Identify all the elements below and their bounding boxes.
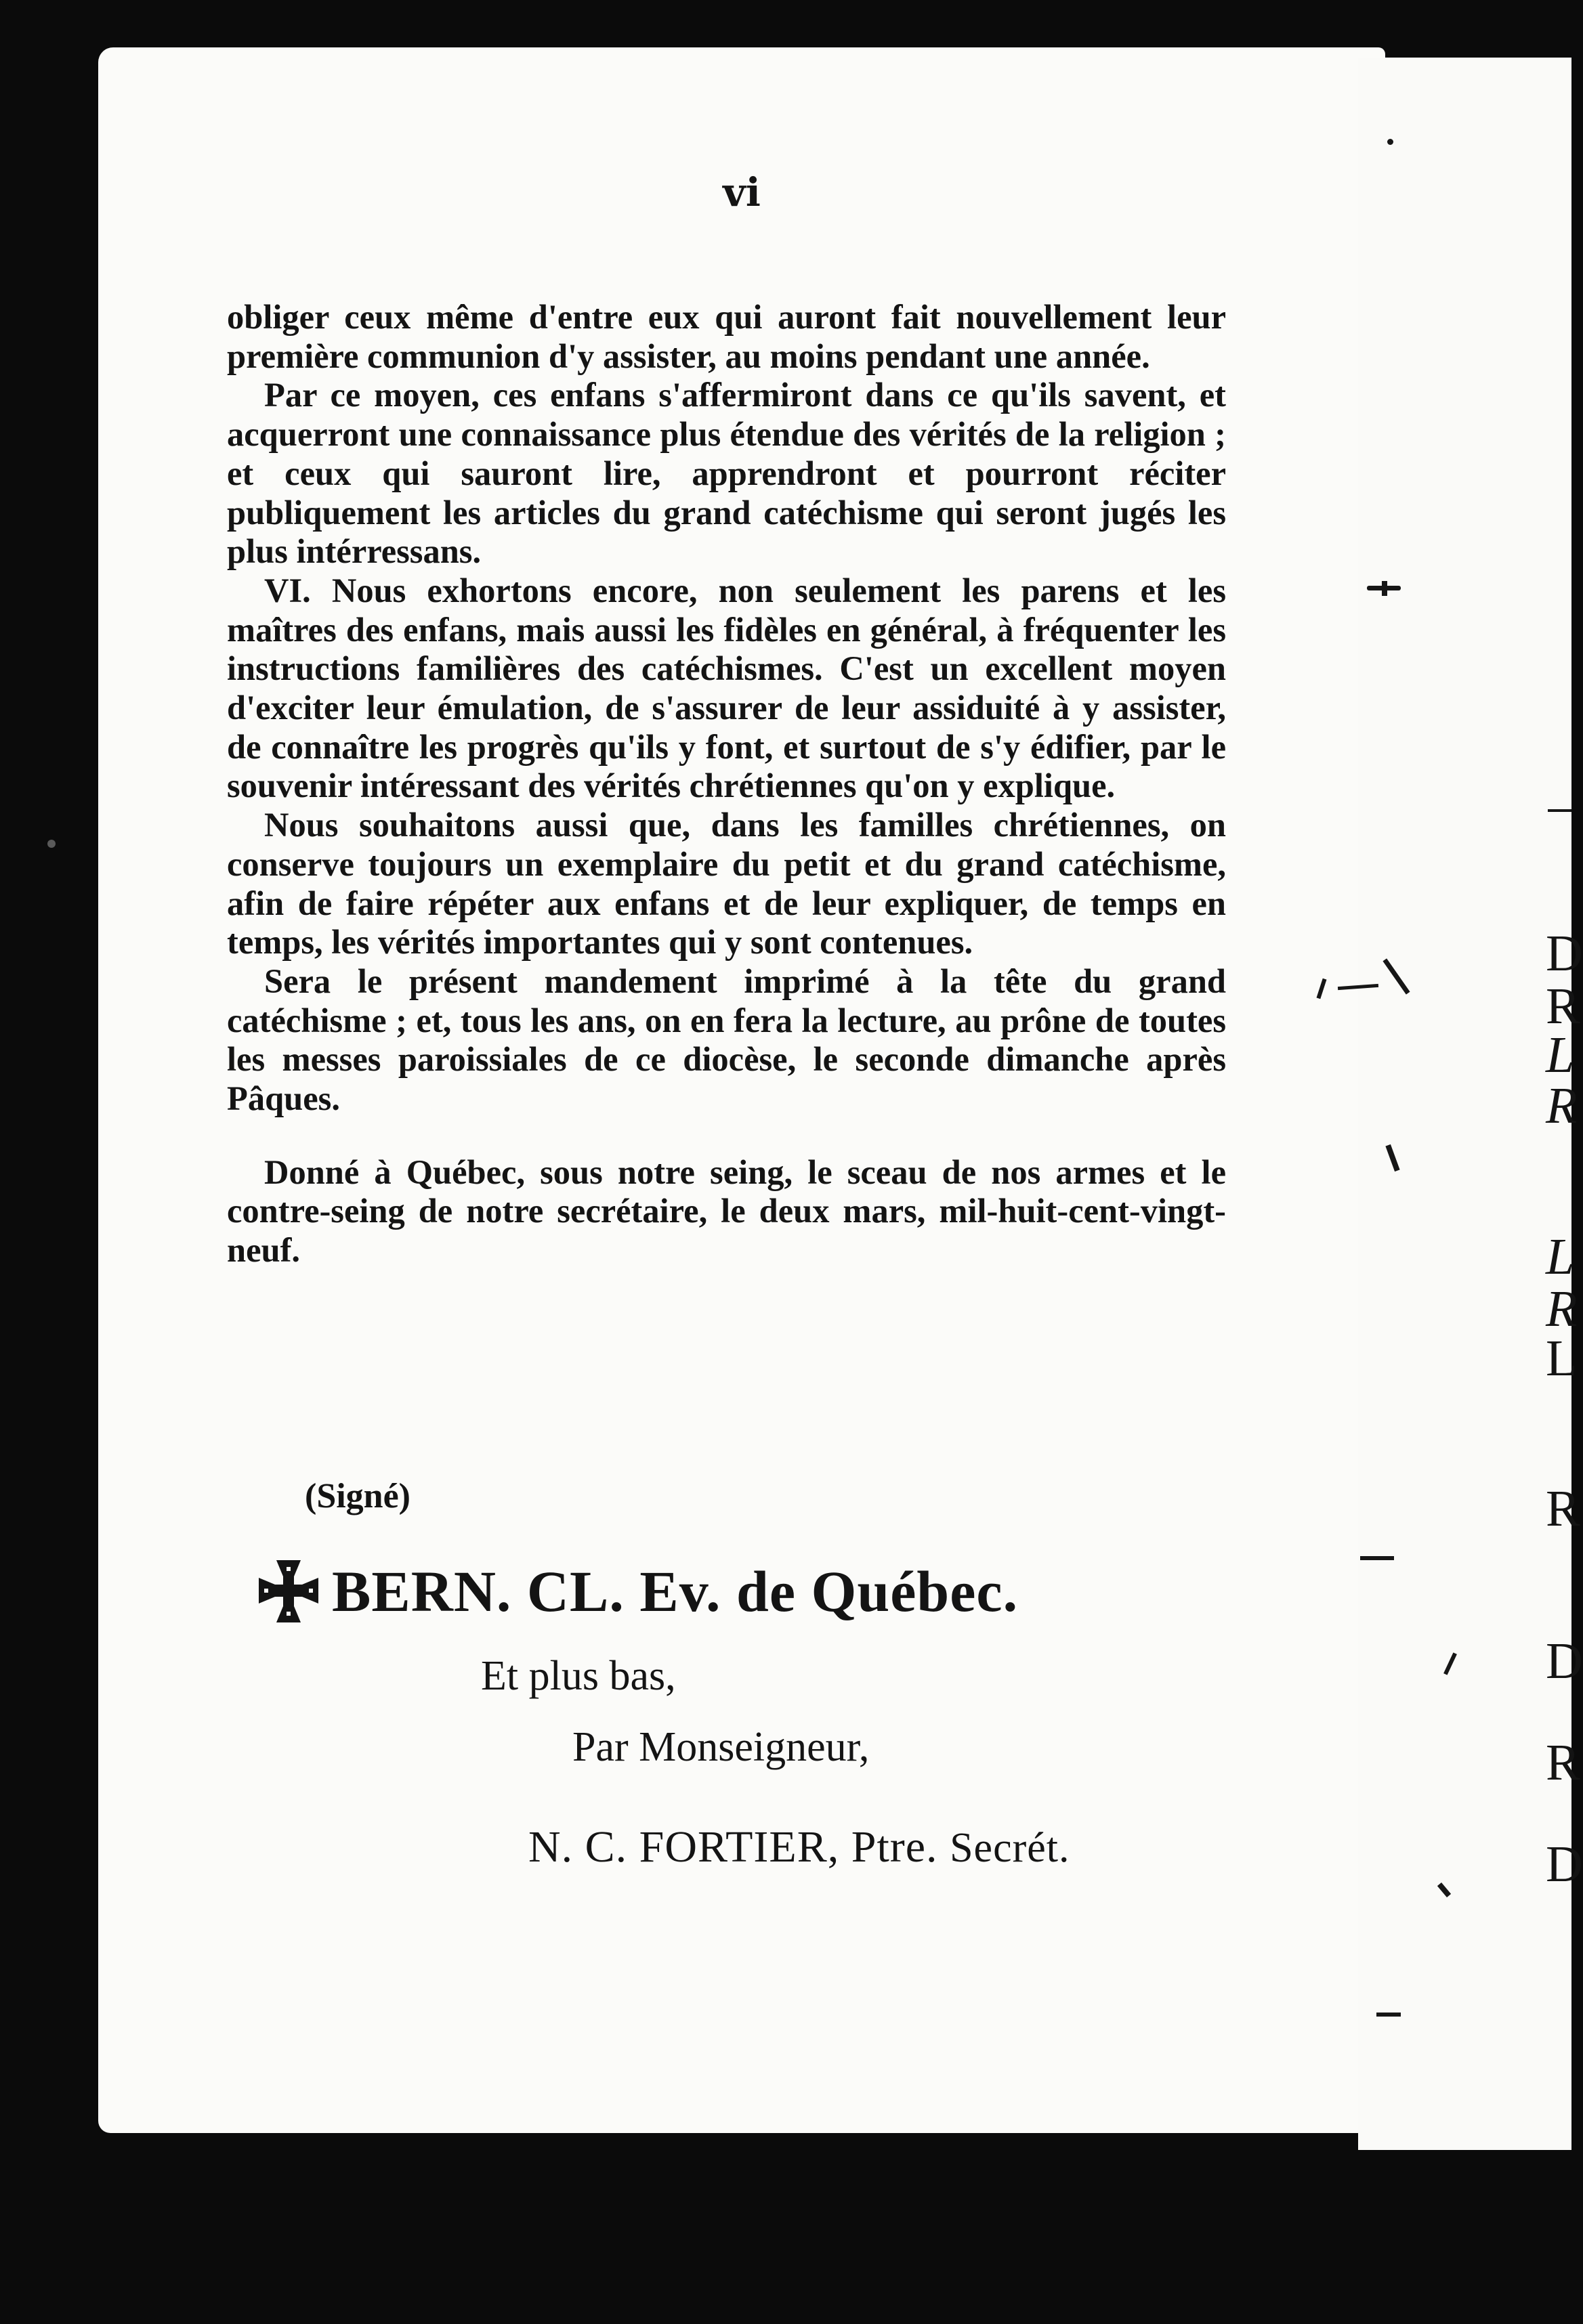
secretary-signature [528, 1822, 1070, 1873]
paragraph-6: Donné à Québec, sous notre seing, le sceau de nos armes et le contre-seing de notre secrétaire, le deux mars, mil-huit-cent-vingt-neuf. [227, 1153, 1226, 1270]
par-monseigneur: Par Monseigneur, [572, 1724, 870, 1770]
scanned-page [98, 47, 1385, 2133]
next-page-letter: R [1546, 978, 1580, 1035]
paragraph-3: VI. Nous exhortons encore, non seulement les parens et les maîtres des enfans, mais aussi les fidèles en général, à fréquenter les instructions familières des catéchismes. C'est un excellent moyen d'exciter leur émulation, de s'assurer de leur assiduité à y assister, de connaître les progrès qu'ils y font, et surtout de s'y édifier, par le souvenir intéressant des vérités chrétiennes qu'on y explique. [227, 571, 1226, 805]
next-page-letter: R [1546, 1077, 1578, 1134]
next-page-letter: L [1546, 1228, 1575, 1285]
paragraph-5: Sera le présent mandement imprimé à la tête du grand catéchisme ; et, tous les ans, on en fera la lecture, au prône de toutes les messes paroissiales de ce diocèse, le seconde dimanche après Pâques. [227, 962, 1226, 1118]
episcopal-cross-icon [257, 1557, 320, 1625]
speck [1376, 2013, 1401, 2017]
paragraph-4: Nous souhaitons aussi que, dans les familles chrétiennes, on conserve toujours un exemplaire du petit et du grand catéchisme, afin de faire répéter aux enfans et de leur expliquer, de temps en temps, les vérités importantes qui y sont contenues. [227, 806, 1226, 962]
paragraph-1: obliger ceux même d'entre eux qui auront fait nouvellement leur première communion d'y assister, au moins pendant une année. [227, 298, 1226, 375]
paragraph-2: Par ce moyen, ces enfans s'affermiront dans ce qu'ils savent, et acquerront une connaissance plus étendue des vérités de la religion ; et ceux qui sauront lire, apprendront et pourront réciter publiquement les articles du grand catéchisme qui seront jugés les plus intérressans. [227, 376, 1226, 571]
et-plus-bas: Et plus bas, [481, 1653, 676, 1699]
next-page-letter: D [1546, 1836, 1583, 1893]
speck [1548, 809, 1571, 812]
bishop-signature [257, 1557, 1328, 1625]
next-page-letter: D [1546, 925, 1583, 982]
next-page-letter: L [1546, 1027, 1575, 1083]
next-page-letter: D [1546, 1633, 1583, 1690]
next-page-letter: R [1546, 1734, 1580, 1791]
next-page-letter: L [1546, 1330, 1578, 1387]
secretary-title: Secrét. [950, 1825, 1070, 1871]
next-page-letter: R [1546, 1281, 1578, 1337]
speck [47, 840, 56, 848]
signed-label: (Signé) [305, 1477, 410, 1515]
next-page-letter: R [1546, 1480, 1580, 1537]
next-page-edge [1358, 58, 1571, 2150]
speck [1382, 581, 1387, 596]
page-number: vi [723, 169, 761, 215]
bishop-name: BERN. CL. Ev. de Québec. [332, 1559, 1019, 1624]
speck [1387, 139, 1393, 145]
speck [1360, 1556, 1394, 1560]
body-text [227, 298, 1226, 1270]
secretary-name: N. C. FORTIER, Ptre. [528, 1822, 938, 1872]
